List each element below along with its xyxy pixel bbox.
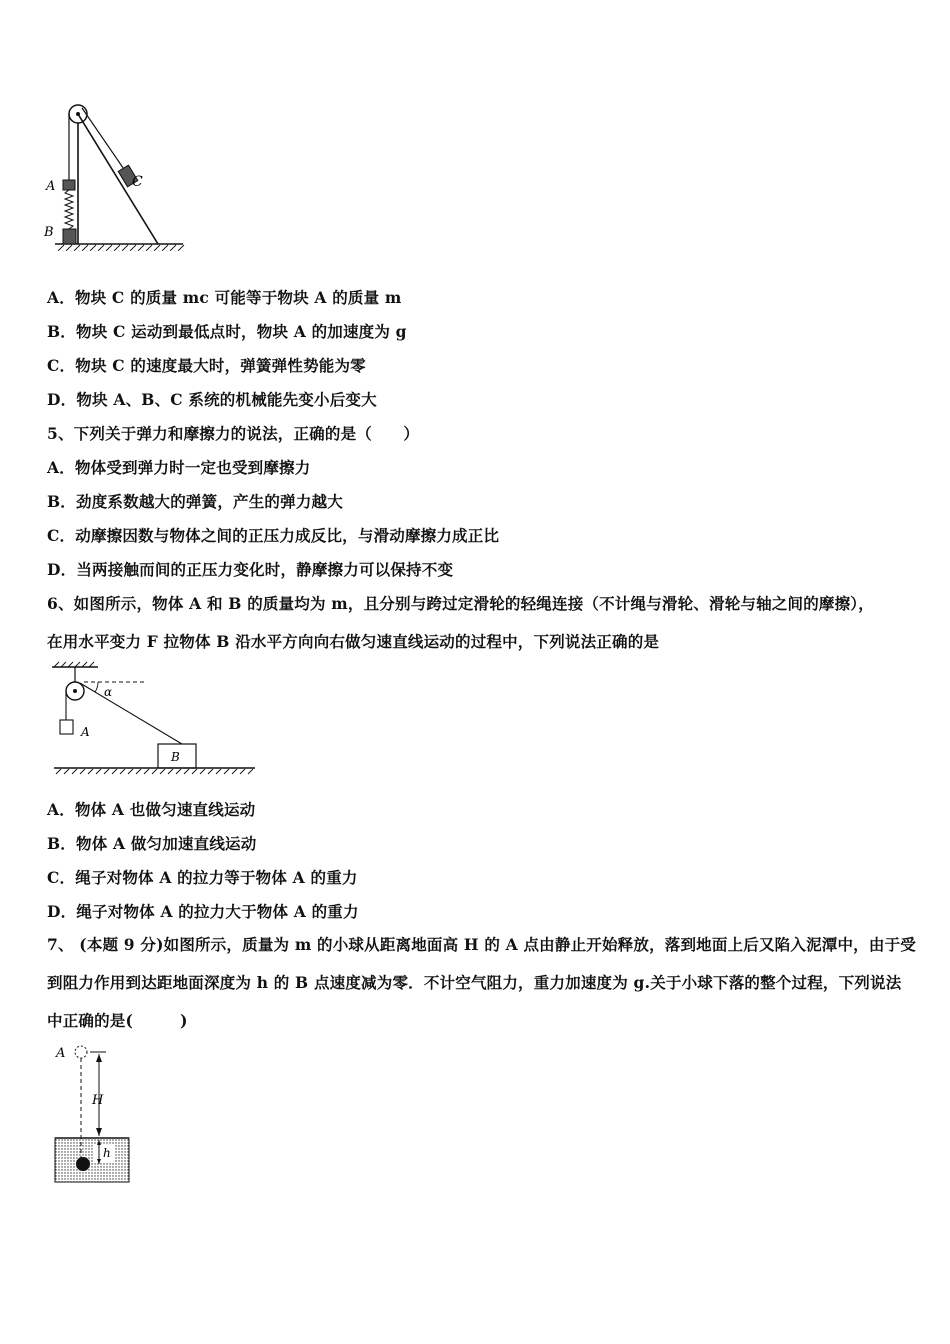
label-b: B: [44, 225, 54, 240]
q5-stem: 5、下列关于弹力和摩擦力的说法，正确的是（ ）: [47, 424, 420, 443]
label-b: B: [171, 750, 180, 764]
q5-option-a[interactable]: A．物体受到弹力时一定也受到摩擦力: [47, 458, 311, 477]
q6-option-b[interactable]: B．物体 A 做匀加速直线运动: [47, 834, 257, 853]
figure-ball-mud: [52, 1040, 142, 1190]
q4-option-c[interactable]: C．物块 C 的速度最大时，弹簧弹性势能为零: [47, 356, 366, 375]
q4-option-d[interactable]: D．物块 A、B、C 系统的机械能先变小后变大: [47, 390, 377, 409]
label-h-big: H: [92, 1093, 104, 1108]
q6-option-d[interactable]: D．绳子对物体 A 的拉力大于物体 A 的重力: [47, 902, 359, 921]
q5-option-d[interactable]: D．当两接触而间的正压力变化时，静摩擦力可以保持不变: [47, 560, 454, 579]
figure-pulley-spring-incline: [40, 96, 190, 251]
label-a: A: [81, 725, 90, 739]
q6-option-c[interactable]: C．绳子对物体 A 的拉力等于物体 A 的重力: [47, 868, 358, 887]
q4-option-b[interactable]: B．物块 C 运动到最低点时，物块 A 的加速度为 g: [47, 322, 407, 341]
label-c: C: [132, 174, 143, 190]
q6-stem-line1: 6、如图所示，物体 A 和 B 的质量均为 m，且分别与跨过定滑轮的轻绳连接（不计绳与滑轮、滑轮与轴之间的摩擦），: [47, 594, 874, 613]
q5-option-b[interactable]: B．劲度系数越大的弹簧，产生的弹力越大: [47, 492, 343, 511]
q6-option-a[interactable]: A．物体 A 也做匀速直线运动: [47, 800, 256, 819]
label-h-small: h: [103, 1146, 111, 1160]
label-alpha: α: [104, 685, 113, 699]
figure-pulley-blocks: [50, 660, 260, 776]
q5-option-c[interactable]: C．动摩擦因数与物体之间的正压力成反比，与滑动摩擦力成正比: [47, 526, 500, 545]
q7-stem: 7、 (本题 9 分)如图所示，质量为 m 的小球从距离地面高 H 的 A 点由静止开始释放，落到地面上后又陷入泥潭中，由于受到阻力作用到达距地面深度为 h 的 B 点速度减为零．不计空气阻力，重力加速度为 g.关于小球下落的整个过程，下列说法中正确的是( ): [47, 935, 916, 1030]
label-a: A: [56, 1046, 66, 1061]
q6-stem-line2: 在用水平变力 F 拉物体 B 沿水平方向向右做匀速直线运动的过程中，下列说法正确的是: [47, 632, 660, 651]
q4-option-a[interactable]: A．物块 C 的质量 mc 可能等于物块 A 的质量 m: [47, 288, 402, 307]
label-a: A: [46, 179, 56, 194]
